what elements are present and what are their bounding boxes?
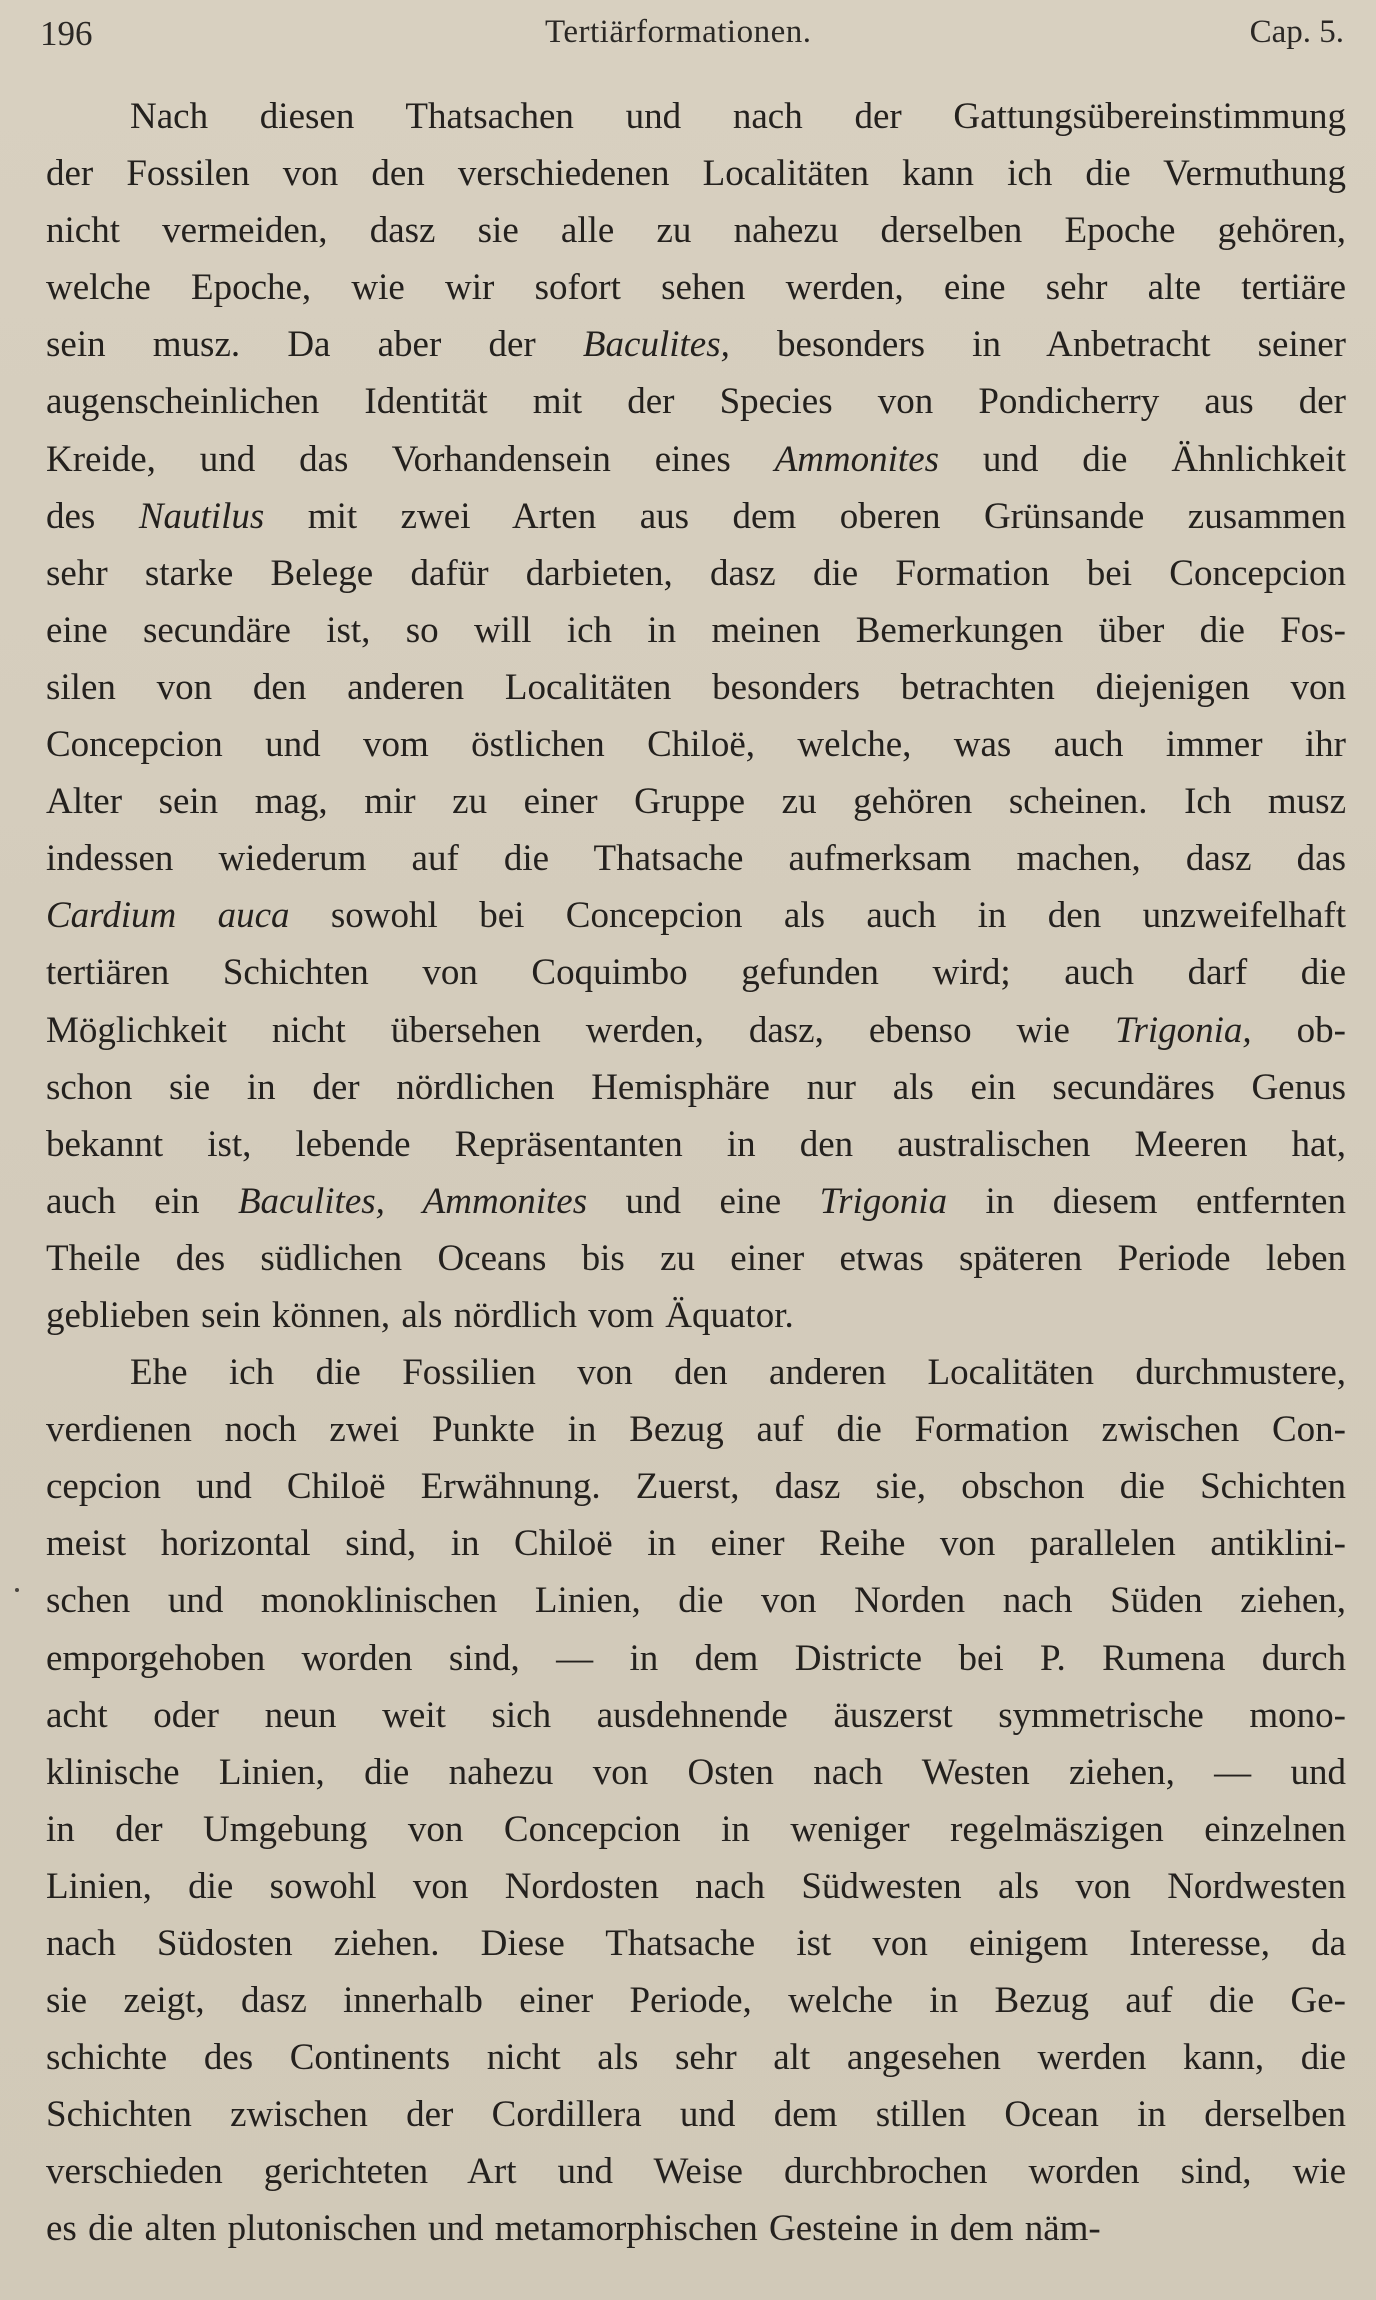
text-line	[46, 2029, 1346, 2086]
italic-taxon-name: Trigonia,	[1114, 1009, 1252, 1051]
text-segment: bekannt ist, lebende Repräsentanten in den australischen Meeren hat,	[46, 1123, 1346, 1165]
text-line	[46, 1344, 1346, 1401]
text-line	[46, 1458, 1346, 1515]
paragraph	[46, 88, 1346, 1344]
text-segment: klinische Linien, die nahezu von Osten nach Westen ziehen, — und	[46, 1751, 1346, 1793]
text-segment: cepcion und Chiloë Erwähnung. Zuerst, dasz sie, obschon die Schichten	[46, 1466, 1346, 1508]
text-line	[46, 602, 1346, 659]
text-segment: Theile des südlichen Oceans bis zu einer etwas späteren Periode leben	[46, 1237, 1346, 1279]
text-segment: schen und monoklinischen Linien, die von Norden nach Süden ziehen,	[46, 1580, 1346, 1622]
running-title: Tertiärformationen.	[545, 14, 812, 50]
chapter-reference: Cap. 5.	[1249, 14, 1344, 50]
text-segment: welche Epoche, wie wir sofort sehen werden, eine sehr alte tertiäre	[46, 267, 1346, 309]
italic-taxon-name: Baculites,	[582, 324, 730, 366]
text-line	[46, 488, 1346, 545]
text-segment: meist horizontal sind, in Chiloë in einer Reihe von parallelen antiklini-	[46, 1523, 1346, 1565]
text-line	[46, 316, 1346, 373]
text-line	[46, 944, 1346, 1001]
text-segment: es die alten plutonischen und metamorphischen Gesteine in dem näm-	[46, 2208, 1101, 2250]
print-speck	[15, 1588, 19, 1592]
text-segment: in der Umgebung von Concepcion in weniger regelmäszigen einzelnen	[46, 1808, 1346, 1850]
text-line	[46, 1002, 1346, 1059]
italic-taxon-name: Cardium auca	[46, 895, 290, 937]
text-line	[46, 1744, 1346, 1801]
text-line	[46, 2086, 1346, 2143]
text-line	[46, 545, 1346, 602]
text-segment: indessen wiederum auf die Thatsache aufmerksam machen, dasz das	[46, 838, 1346, 880]
text-line	[46, 1059, 1346, 1116]
text-segment: verschieden gerichteten Art und Weise durchbrochen worden sind, wie	[46, 2151, 1346, 2193]
text-line	[46, 88, 1346, 145]
text-line	[46, 1230, 1346, 1287]
italic-taxon-name: Nautilus	[138, 495, 265, 537]
text-segment: Linien, die sowohl von Nordosten nach Südwesten als von Nordwesten	[46, 1865, 1346, 1907]
text-line	[46, 1572, 1346, 1629]
text-segment: des	[46, 495, 139, 537]
page-number: 196	[40, 14, 93, 53]
text-segment: Möglichkeit nicht übersehen werden, dasz, ebenso wie	[46, 1009, 1115, 1051]
text-segment: silen von den anderen Localitäten besonders betrachten diejenigen von	[46, 666, 1346, 708]
text-segment: in diesem entfernten	[947, 1180, 1346, 1222]
text-line	[46, 830, 1346, 887]
text-line	[46, 659, 1346, 716]
text-segment: acht oder neun weit sich ausdehnende äuszerst symmetrische mono-	[46, 1694, 1346, 1736]
text-segment: sie zeigt, dasz innerhalb einer Periode, welche in Bezug auf die Ge-	[46, 1980, 1346, 2022]
text-segment: Kreide, und das Vorhandensein eines	[46, 438, 775, 480]
body-text	[46, 88, 1346, 2258]
text-segment: Ehe ich die Fossilien von den anderen Localitäten durchmustere,	[130, 1352, 1346, 1394]
text-segment: mit zwei Arten aus dem oberen Grünsande zusammen	[264, 495, 1346, 537]
text-line	[46, 2200, 1346, 2257]
text-line	[46, 1401, 1346, 1458]
text-line	[46, 773, 1346, 830]
text-line	[46, 2143, 1346, 2200]
text-line	[46, 1915, 1346, 1972]
text-line	[46, 1515, 1346, 1572]
text-segment: tertiären Schichten von Coquimbo gefunden wird; auch darf die	[46, 952, 1346, 994]
italic-taxon-name: Ammonites	[774, 438, 940, 480]
italic-taxon-name: Baculites, Ammonites	[237, 1180, 588, 1222]
text-segment: besonders in Anbetracht seiner	[729, 324, 1346, 366]
text-segment: sein musz. Da aber der	[46, 324, 583, 366]
text-line	[46, 1858, 1346, 1915]
text-segment: schichte des Continents nicht als sehr alt angesehen werden kann, die	[46, 2037, 1346, 2079]
text-segment: schon sie in der nördlichen Hemisphäre nur als ein secundäres Genus	[46, 1066, 1346, 1108]
text-segment: Alter sein mag, mir zu einer Gruppe zu gehören scheinen. Ich musz	[46, 781, 1346, 823]
text-segment: nicht vermeiden, dasz sie alle zu nahezu derselben Epoche gehören,	[46, 210, 1346, 252]
text-line	[46, 1972, 1346, 2029]
text-segment: und eine	[587, 1180, 820, 1222]
text-line	[46, 1287, 1346, 1344]
text-segment: der Fossilen von den verschiedenen Localitäten kann ich die Vermuthung	[46, 153, 1346, 195]
text-segment: Nach diesen Thatsachen und nach der Gattungsübereinstimmung	[130, 96, 1346, 137]
text-line	[46, 1687, 1346, 1744]
text-line	[46, 887, 1346, 944]
text-segment: ob-	[1251, 1009, 1346, 1051]
text-segment: geblieben sein können, als nördlich vom Äquator.	[46, 1294, 794, 1336]
text-segment: auch ein	[46, 1180, 238, 1222]
italic-taxon-name: Trigonia	[819, 1180, 948, 1222]
text-segment: Concepcion und vom östlichen Chiloë, welche, was auch immer ihr	[46, 724, 1346, 766]
text-segment: sowohl bei Concepcion als auch in den unzweifelhaft	[289, 895, 1346, 937]
paragraph	[46, 1344, 1346, 2258]
text-segment: augenscheinlichen Identität mit der Species von Pondicherry aus der	[46, 381, 1346, 423]
text-line	[46, 716, 1346, 773]
text-line	[46, 1801, 1346, 1858]
text-line	[46, 145, 1346, 202]
text-segment: eine secundäre ist, so will ich in meinen Bemerkungen über die Fos-	[46, 609, 1346, 651]
text-segment: nach Südosten ziehen. Diese Thatsache ist von einigem Interesse, da	[46, 1923, 1346, 1964]
text-line	[46, 1630, 1346, 1687]
text-line	[46, 202, 1346, 259]
text-line	[46, 1116, 1346, 1173]
text-line	[46, 259, 1346, 316]
text-segment: verdienen noch zwei Punkte in Bezug auf die Formation zwischen Con-	[46, 1409, 1346, 1451]
text-segment: emporgehoben worden sind, — in dem Districte bei P. Rumena durch	[46, 1637, 1346, 1679]
text-line	[46, 431, 1346, 488]
text-segment: Schichten zwischen der Cordillera und dem stillen Ocean in derselben	[46, 2094, 1346, 2136]
page-header	[40, 14, 1344, 58]
text-segment: und die Ähnlichkeit	[939, 438, 1346, 480]
text-line	[46, 373, 1346, 430]
text-line	[46, 1173, 1346, 1230]
text-segment: sehr starke Belege dafür darbieten, dasz die Formation bei Concepcion	[46, 552, 1346, 594]
